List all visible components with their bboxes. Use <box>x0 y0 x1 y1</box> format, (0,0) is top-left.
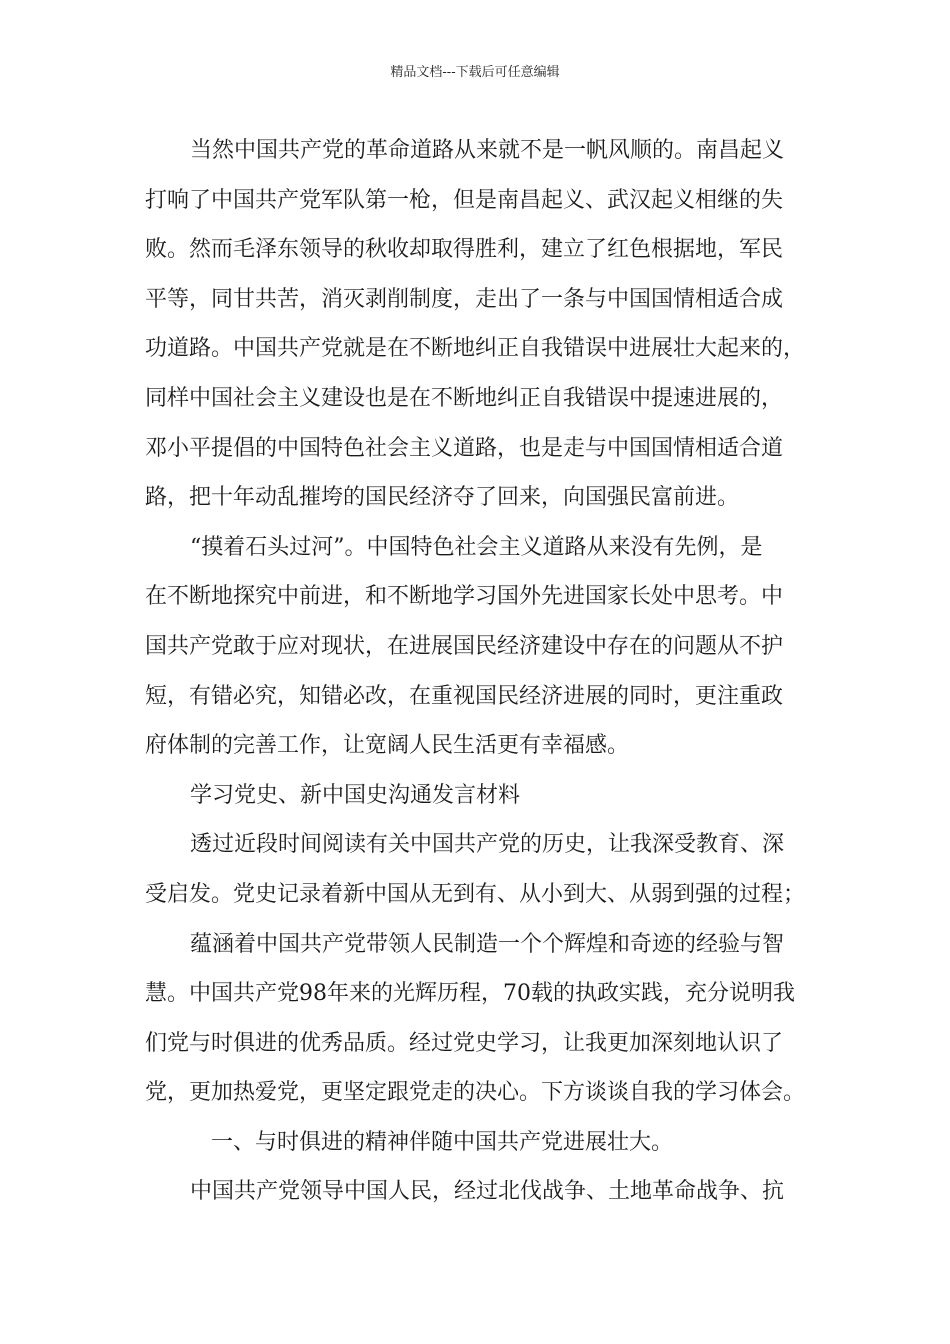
paragraph-line: 同样中国社会主义建设也是在不断地纠正自我错误中提速进展的， <box>145 385 784 411</box>
paragraph-line: 受启发。党史记录着新中国从无到有、从小到大、从弱到强的过程； <box>145 881 806 907</box>
subsection-heading: 一、与时俱进的精神伴随中国共产党进展壮大。 <box>211 1129 674 1155</box>
paragraph-line: 党，更加热爱党，更坚定跟党走的决心。下方谈谈自我的学习体会。 <box>145 1080 806 1106</box>
paragraph-line: 慧。中国共产党98年来的光辉历程，70载的执政实践，充分说明我 <box>145 981 795 1007</box>
paragraph-line: 功道路。中国共产党就是在不断地纠正自我错误中进展壮大起来的， <box>145 336 806 362</box>
paragraph-line: 蕴涵着中国共产党带领人民制造一个个辉煌和奇迹的经验与智 <box>190 931 785 957</box>
paragraph-line: 国共产党敢于应对现状，在进展国民经济建设中存在的问题从不护 <box>145 633 784 659</box>
paragraph-line: 们党与时俱进的优秀品质。经过党史学习，让我更加深刻地认识了 <box>145 1030 784 1056</box>
paragraph-line: 平等，同甘共苦，消灭剥削制度，走出了一条与中国国情相适合成 <box>145 286 784 312</box>
paragraph-line: 府体制的完善工作，让宽阔人民生活更有幸福感。 <box>145 733 630 759</box>
paragraph-line: 路，把十年动乱摧垮的国民经济夺了回来，向国强民富前进。 <box>145 485 740 511</box>
paragraph-line: 透过近段时间阅读有关中国共产党的历史，让我深受教育、深 <box>190 832 785 858</box>
page-header: 精品文档---下载后可任意编辑 <box>390 65 560 80</box>
paragraph-line: 中国共产党领导中国人民，经过北伐战争、土地革命战争、抗 <box>190 1179 785 1205</box>
section-title: 学习党史、新中国史沟通发言材料 <box>190 782 521 808</box>
paragraph-line: “摸着石头过河”。中国特色社会主义道路从来没有先例，是 <box>190 534 763 560</box>
paragraph-line: 邓小平提倡的中国特色社会主义道路，也是走与中国国情相适合道 <box>145 435 784 461</box>
paragraph-line: 短，有错必究，知错必改，在重视国民经济进展的同时，更注重政 <box>145 683 784 709</box>
paragraph-line: 败。然而毛泽东领导的秋收却取得胜利，建立了红色根据地，军民 <box>145 237 784 263</box>
paragraph-line: 在不断地探究中前进，和不断地学习国外先进国家长处中思考。中 <box>145 584 784 610</box>
paragraph-line: 当然中国共产党的革命道路从来就不是一帆风顺的。南昌起义 <box>190 138 785 163</box>
document-body <box>145 126 810 1217</box>
paragraph-line: 打响了中国共产党军队第一枪，但是南昌起义、武汉起义相继的失 <box>145 187 784 213</box>
